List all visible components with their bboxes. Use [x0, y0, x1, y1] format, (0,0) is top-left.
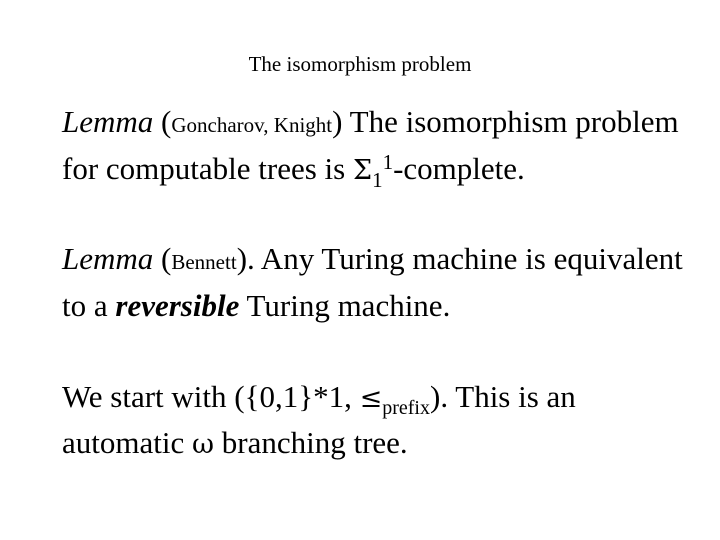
sigma-symbol: Σ [352, 155, 373, 186]
sigma-subscript: 1 [372, 168, 383, 192]
open-paren: ( [161, 104, 172, 139]
lemma-bennett [62, 237, 702, 328]
lemma-label: Lemma [62, 241, 154, 276]
prefix-subscript: prefix [382, 397, 430, 419]
lemma-authors: Goncharov, Knight [171, 113, 333, 137]
lemma-label: Lemma [62, 104, 154, 139]
leq-symbol: ≤ [359, 383, 383, 414]
open-paren: ( [161, 241, 172, 276]
statement-text-end: branching tree. [214, 425, 408, 460]
close-paren: ). [236, 241, 255, 276]
lemma-statement: Any Turing machine is equivalent to a [62, 241, 683, 323]
sigma-superscript: 1 [382, 150, 394, 174]
lemma-statement-end: -complete. [393, 151, 525, 186]
lemma-statement: The isomorphism problem for computable trees is [62, 104, 679, 186]
statement-text-middle: ). This is an automatic [62, 379, 576, 460]
lemma-statement-end: Turing machine. [239, 288, 451, 323]
statement-text: We start with ({0,1}*1, [62, 379, 360, 414]
omega-symbol: ω [191, 429, 215, 460]
close-paren: ) [332, 104, 343, 139]
tree-statement [62, 375, 702, 467]
reversible-emphasis: reversible [115, 288, 240, 323]
lemma-author: Bennett [171, 250, 237, 274]
lemma-goncharov-knight [62, 100, 702, 193]
slide-title: The isomorphism problem [248, 52, 472, 76]
